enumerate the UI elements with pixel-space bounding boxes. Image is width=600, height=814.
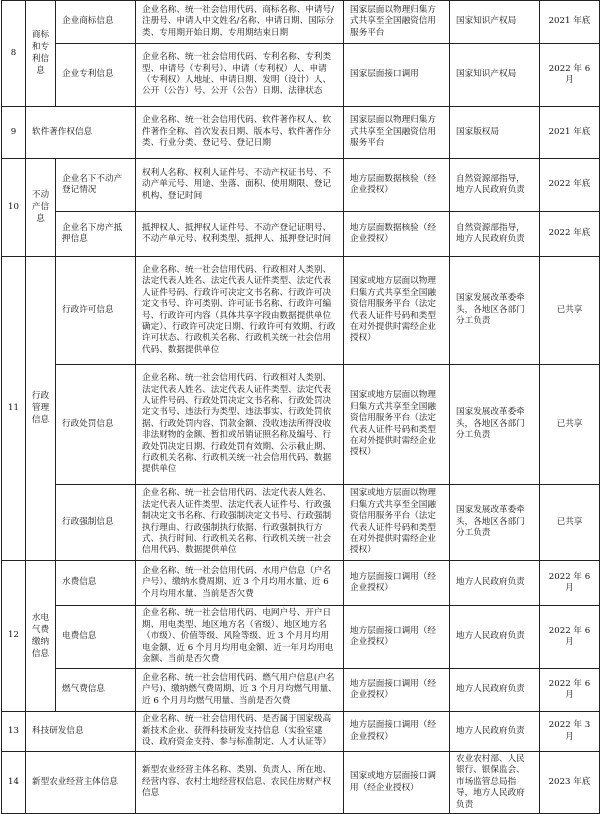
category-cell xyxy=(26,159,56,257)
category-cell xyxy=(26,561,56,712)
table-row xyxy=(2,44,600,107)
sharing-mode-cell: 国家或地方层面以物理归集方式共享至全国融资信用服务平台（法定代表人证件号码和类型在对外提供时需经企业授权） xyxy=(344,257,450,365)
sharing-mode-cell: 地方层面接口调用（经企业授权） xyxy=(344,669,450,712)
deadline-cell: 2022 年底 xyxy=(540,212,600,257)
sharing-mode-cell: 国家或地方层面以物理归集方式共享至全国融资信用服务平台（法定代表人证件号码和类型在对外提供时需经企业授权） xyxy=(344,365,450,485)
content-cell: 权利人名称、权利人证件号、不动产权证书号、不动产单元号、用途、坐落、面积、使用期限、登记机构、登记时间 xyxy=(136,159,344,212)
sharing-mode-cell: 地方层面接口调用（经企业授权） xyxy=(344,606,450,669)
table-row xyxy=(2,365,600,485)
deadline-cell: 2022 年 3 月 xyxy=(540,712,600,752)
content-cell: 企业名称、统一社会信用代码、燃气用户信息(户名户号)、缴纳燃气费周期、近 3 个月月均燃气用量、近 6 个月月均燃气用量、当前是否欠费 xyxy=(136,669,344,712)
content-cell: 企业名称、统一社会信用代码、行政相对人类别、法定代表人姓名、法定代表人证件类型、法定代表人证件号码、行政许可决定文书名称、行政许可决定文书号、许可类别、许可证书名称、行政许可编号、行政许可内容（具体共享字段由数据提供单位确定）、行政许可决定日期、行政许可有效期、行政许可状态、行政机关名称、行政机关统一社会信用代码、数据提供单位 xyxy=(136,257,344,365)
department-cell: 农业农村部、人民银行、银保监会、市场监管总局指导，地方人民政府负责 xyxy=(450,752,540,814)
item-name: 行政强制信息 xyxy=(56,485,136,561)
table-row xyxy=(2,561,600,606)
sharing-mode-cell: 地方层面接口调用（经企业授权） xyxy=(344,712,450,752)
item-name: 企业名下不动产登记情况 xyxy=(56,159,136,212)
item-name: 企业专利信息 xyxy=(56,44,136,107)
category-label: 科技研发信息 xyxy=(26,712,136,752)
content-cell: 企业名称、统一社会信用代码、电网户号、开户日期、用电类型、地区地方名（省级）、地区地方名（市级）、价值等级、风险等级、近 3 个月月均用电金额、近 6 个月月均用电金额、近一年月均用电金额、当前是否欠费 xyxy=(136,606,344,669)
table-row xyxy=(2,606,600,669)
deadline-cell: 已共享 xyxy=(540,257,600,365)
category-label: 软件著作权信息 xyxy=(26,107,136,159)
table-row xyxy=(2,212,600,257)
content-cell: 企业名称、统一社会信用代码、水用户信息（户名户号）、缴纳水费周期、近 3 个月均用水量、近 6 个月均用水量、当前是否欠费 xyxy=(136,561,344,606)
deadline-cell: 2022 年 6 月 xyxy=(540,561,600,606)
sharing-mode-cell: 地方层面接口调用（经企业授权） xyxy=(344,561,450,606)
department-cell: 国家知识产权局 xyxy=(450,1,540,44)
row-number: 12 xyxy=(2,561,26,712)
department-cell: 国家发展改革委牵头，各地区各部门分工负责 xyxy=(450,257,540,365)
table-row xyxy=(2,107,600,159)
item-name: 企业名下房产抵押信息 xyxy=(56,212,136,257)
department-cell: 国家发展改革委牵头，各地区各部门分工负责 xyxy=(450,365,540,485)
deadline-cell: 2023 年底 xyxy=(540,752,600,814)
deadline-cell: 已共享 xyxy=(540,485,600,561)
sharing-mode-cell: 国家层面接口调用 xyxy=(344,44,450,107)
department-cell: 地方人民政府负责 xyxy=(450,712,540,752)
sharing-mode-cell: 国家层面以物理归集方式共享至全国融资信用服务平台 xyxy=(344,107,450,159)
item-name: 燃气费信息 xyxy=(56,669,136,712)
department-cell: 自然资源部指导，地方人民政府负责 xyxy=(450,159,540,212)
department-cell: 国家发展改革委牵头，各地区各部门分工负责 xyxy=(450,485,540,561)
category-label: 行政管理信息 xyxy=(31,391,50,426)
item-name: 行政处罚信息 xyxy=(56,365,136,485)
row-number: 10 xyxy=(2,159,26,257)
sharing-mode-cell: 国家层面以物理归集方式共享至全国融资信用服务平台 xyxy=(344,1,450,44)
content-cell: 企业名称、统一社会信用代码、法定代表人姓名、法定代表人证件类型、法定代表人证件号、行政强制决定文书名称、行政强制决定文书号、行政强制执行理由、行政强制执行依据、行政强制执行方式、执行时间、行政机关名称、行政机关统一社会信用代码、数据提供单位 xyxy=(136,485,344,561)
item-name: 企业商标信息 xyxy=(56,1,136,44)
data-sharing-table xyxy=(1,0,600,814)
category-label: 不动产信息 xyxy=(31,190,50,225)
content-cell: 新型农业经营主体名称、类别、负责人、所在地、经营内容、农村土地经营权信息、农民住房财产权信息 xyxy=(136,752,344,814)
deadline-cell: 2022 年 6 月 xyxy=(540,669,600,712)
item-name: 水费信息 xyxy=(56,561,136,606)
category-cell xyxy=(26,1,56,107)
department-cell: 地方人民政府负责 xyxy=(450,561,540,606)
table-row xyxy=(2,485,600,561)
item-name: 行政许可信息 xyxy=(56,257,136,365)
deadline-cell: 已共享 xyxy=(540,365,600,485)
row-number: 13 xyxy=(2,712,26,752)
sharing-mode-cell: 国家或地方层面接口调用（经企业授权） xyxy=(344,752,450,814)
row-number: 8 xyxy=(2,1,26,107)
table-row xyxy=(2,752,600,814)
content-cell: 企业名称、统一社会信用代码、商标名称、申请号/注册号、申请人中文姓名/名称、申请日期、国际分类、专用期开始日期、专用期结束日期 xyxy=(136,1,344,44)
table-row xyxy=(2,159,600,212)
content-cell: 抵押权人、抵押权人证件号、不动产登记证明号、不动产单元号、权利类型、抵押人、抵押登记时间 xyxy=(136,212,344,257)
table-row xyxy=(2,669,600,712)
category-label: 水电气费缴纳信息 xyxy=(31,612,50,659)
category-label: 商标和专利信息 xyxy=(31,30,50,77)
department-cell: 地方人民政府负责 xyxy=(450,669,540,712)
sharing-mode-cell: 地方层面数据核验（经企业授权） xyxy=(344,159,450,212)
content-cell: 企业名称、统一社会信用代码、是否属于国家级高新技术企业、获得科技研发支持信息（实验室建设、政府资金支持、参与标准制定、人才认证等） xyxy=(136,712,344,752)
department-cell: 自然资源部指导，地方人民政府负责 xyxy=(450,212,540,257)
table-row xyxy=(2,1,600,44)
row-number: 9 xyxy=(2,107,26,159)
item-name: 电费信息 xyxy=(56,606,136,669)
content-cell: 企业名称、统一社会信用代码、行政相对人类别、法定代表人姓名、法定代表人证件类型、法定代表人证件号码、行政处罚决定文书名称、行政处罚决定文书号、违法行为类型、违法事实、行政处罚依据、行政处罚内容、罚款金额、没收违法所得没收非法财物的金额、暂扣或吊销证照名称及编号、行政处罚决定日期、行政处罚有效期、公示截止期、行政机关名称、行政机关统一社会信用代码、数据提供单位 xyxy=(136,365,344,485)
content-cell: 企业名称、统一社会信用代码、专利名称、专利类型、申请号（专利号）、申请（专利权）人、申请（专利权）人地址、申请日期、发明（设计）人、公开（公告）号、公开（公告）日期、法律状态 xyxy=(136,44,344,107)
row-number: 14 xyxy=(2,752,26,814)
table-row xyxy=(2,257,600,365)
category-cell xyxy=(26,257,56,561)
sharing-mode-cell: 国家或地方层面以物理归集方式共享至全国融资信用服务平台（法定代表人证件号码和类型在对外提供时需经企业授权） xyxy=(344,485,450,561)
department-cell: 国家知识产权局 xyxy=(450,44,540,107)
sharing-mode-cell: 地方层面数据核验（经企业授权） xyxy=(344,212,450,257)
category-label: 新型农业经营主体信息 xyxy=(26,752,136,814)
department-cell: 地方人民政府负责 xyxy=(450,606,540,669)
table-row xyxy=(2,712,600,752)
deadline-cell: 2022 年 6 月 xyxy=(540,606,600,669)
deadline-cell: 2022 年 6 月 xyxy=(540,44,600,107)
deadline-cell: 2021 年底 xyxy=(540,107,600,159)
row-number: 11 xyxy=(2,257,26,561)
content-cell: 企业名称、统一社会信用代码、软件著作权人、软件著作全称、首次发表日期、版本号、软件著作分类、行业分类、登记号、登记日期 xyxy=(136,107,344,159)
deadline-cell: 2022 年底 xyxy=(540,159,600,212)
department-cell: 国家版权局 xyxy=(450,107,540,159)
deadline-cell: 2021 年底 xyxy=(540,1,600,44)
